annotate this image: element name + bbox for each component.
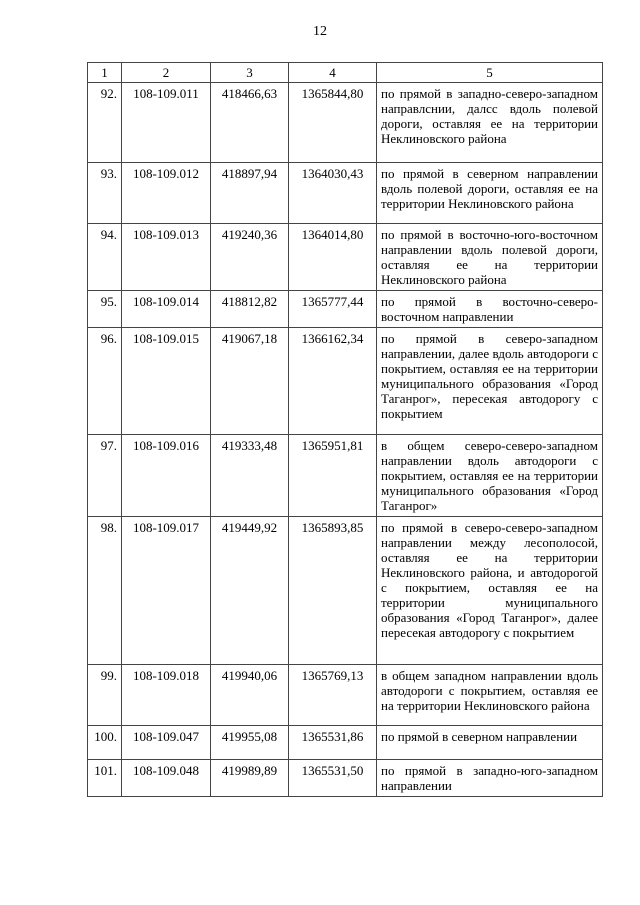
boundary-description: по прямой в восточно-юго-восточном направлении вдоль полевой дороги, оставляя ее на территории Неклиновского района — [377, 224, 603, 291]
table-row — [88, 83, 603, 163]
boundary-description: по прямой в западно-северо-западном направлснии, далсс вдоль полевой дороги, оставляя ее на территории Неклиновского района — [377, 83, 603, 163]
table-row — [88, 726, 603, 760]
coordinate-y: 1365777,44 — [289, 291, 377, 328]
table-row — [88, 760, 603, 797]
point-code: 108-109.012 — [122, 163, 211, 224]
row-number: 96. — [88, 328, 122, 435]
coordinate-x: 419989,89 — [211, 760, 289, 797]
row-number: 94. — [88, 224, 122, 291]
table-row — [88, 291, 603, 328]
row-number: 101. — [88, 760, 122, 797]
point-code: 108-109.018 — [122, 665, 211, 726]
coordinate-x: 419449,92 — [211, 517, 289, 665]
coordinate-x: 419940,06 — [211, 665, 289, 726]
coordinate-y: 1365893,85 — [289, 517, 377, 665]
point-code: 108-109.015 — [122, 328, 211, 435]
point-code: 108-109.014 — [122, 291, 211, 328]
column-header: 2 — [122, 63, 211, 83]
boundary-points-table — [87, 62, 603, 797]
coordinate-y: 1365769,13 — [289, 665, 377, 726]
point-code: 108-109.016 — [122, 435, 211, 517]
boundary-description: по прямой в северо-западном направлении, далее вдоль автодороги с покрытием, оставляя ее на территории муниципального образования «Город Таганрог», пересекая автодорогу с покрытием — [377, 328, 603, 435]
boundary-description: по прямой в северо-северо-западном направлении между лесополосой, оставляя ее на территории Неклиновского района, и автодорогой с покрытием, оставляя ее на территории муниципального образования «Город Таганрог», далее пересекая автодорогу с покрытием — [377, 517, 603, 665]
boundary-description: в общем северо-северо-западном направлении вдоль автодороги с покрытием, оставляя ее на территории муниципального образования «Город Таганрог» — [377, 435, 603, 517]
page-number: 12 — [313, 24, 327, 39]
row-number: 92. — [88, 83, 122, 163]
coordinate-x: 418812,82 — [211, 291, 289, 328]
coordinate-y: 1365531,50 — [289, 760, 377, 797]
table-row — [88, 517, 603, 665]
point-code: 108-109.013 — [122, 224, 211, 291]
table-row — [88, 435, 603, 517]
column-header: 4 — [289, 63, 377, 83]
coordinate-y: 1364014,80 — [289, 224, 377, 291]
table-row — [88, 163, 603, 224]
point-code: 108-109.011 — [122, 83, 211, 163]
point-code: 108-109.048 — [122, 760, 211, 797]
boundary-description: по прямой в западно-юго-западном направлении — [377, 760, 603, 797]
coordinate-x: 419333,48 — [211, 435, 289, 517]
point-code: 108-109.047 — [122, 726, 211, 760]
table-body — [88, 83, 603, 797]
boundary-description: по прямой в северном направлении — [377, 726, 603, 760]
row-number: 97. — [88, 435, 122, 517]
row-number: 93. — [88, 163, 122, 224]
coordinate-y: 1366162,34 — [289, 328, 377, 435]
row-number: 98. — [88, 517, 122, 665]
coordinate-x: 418897,94 — [211, 163, 289, 224]
column-header: 1 — [88, 63, 122, 83]
table-header-row — [88, 63, 603, 83]
coordinate-y: 1365844,80 — [289, 83, 377, 163]
row-number: 100. — [88, 726, 122, 760]
table-row — [88, 328, 603, 435]
boundary-description: по прямой в восточно-северо-восточном направлении — [377, 291, 603, 328]
table-row — [88, 665, 603, 726]
coordinate-x: 419240,36 — [211, 224, 289, 291]
coordinate-x: 419067,18 — [211, 328, 289, 435]
column-header: 5 — [377, 63, 603, 83]
table-row — [88, 224, 603, 291]
column-header: 3 — [211, 63, 289, 83]
coordinate-x: 418466,63 — [211, 83, 289, 163]
coordinate-y: 1364030,43 — [289, 163, 377, 224]
coordinate-y: 1365531,86 — [289, 726, 377, 760]
boundary-description: по прямой в северном направлении вдоль полевой дороги, оставляя ее на территории Неклиновского района — [377, 163, 603, 224]
point-code: 108-109.017 — [122, 517, 211, 665]
row-number: 99. — [88, 665, 122, 726]
boundary-description: в общем западном направлении вдоль автодороги с покрытием, оставляя ее на территории Неклиновского района — [377, 665, 603, 726]
coordinate-y: 1365951,81 — [289, 435, 377, 517]
coordinate-x: 419955,08 — [211, 726, 289, 760]
row-number: 95. — [88, 291, 122, 328]
